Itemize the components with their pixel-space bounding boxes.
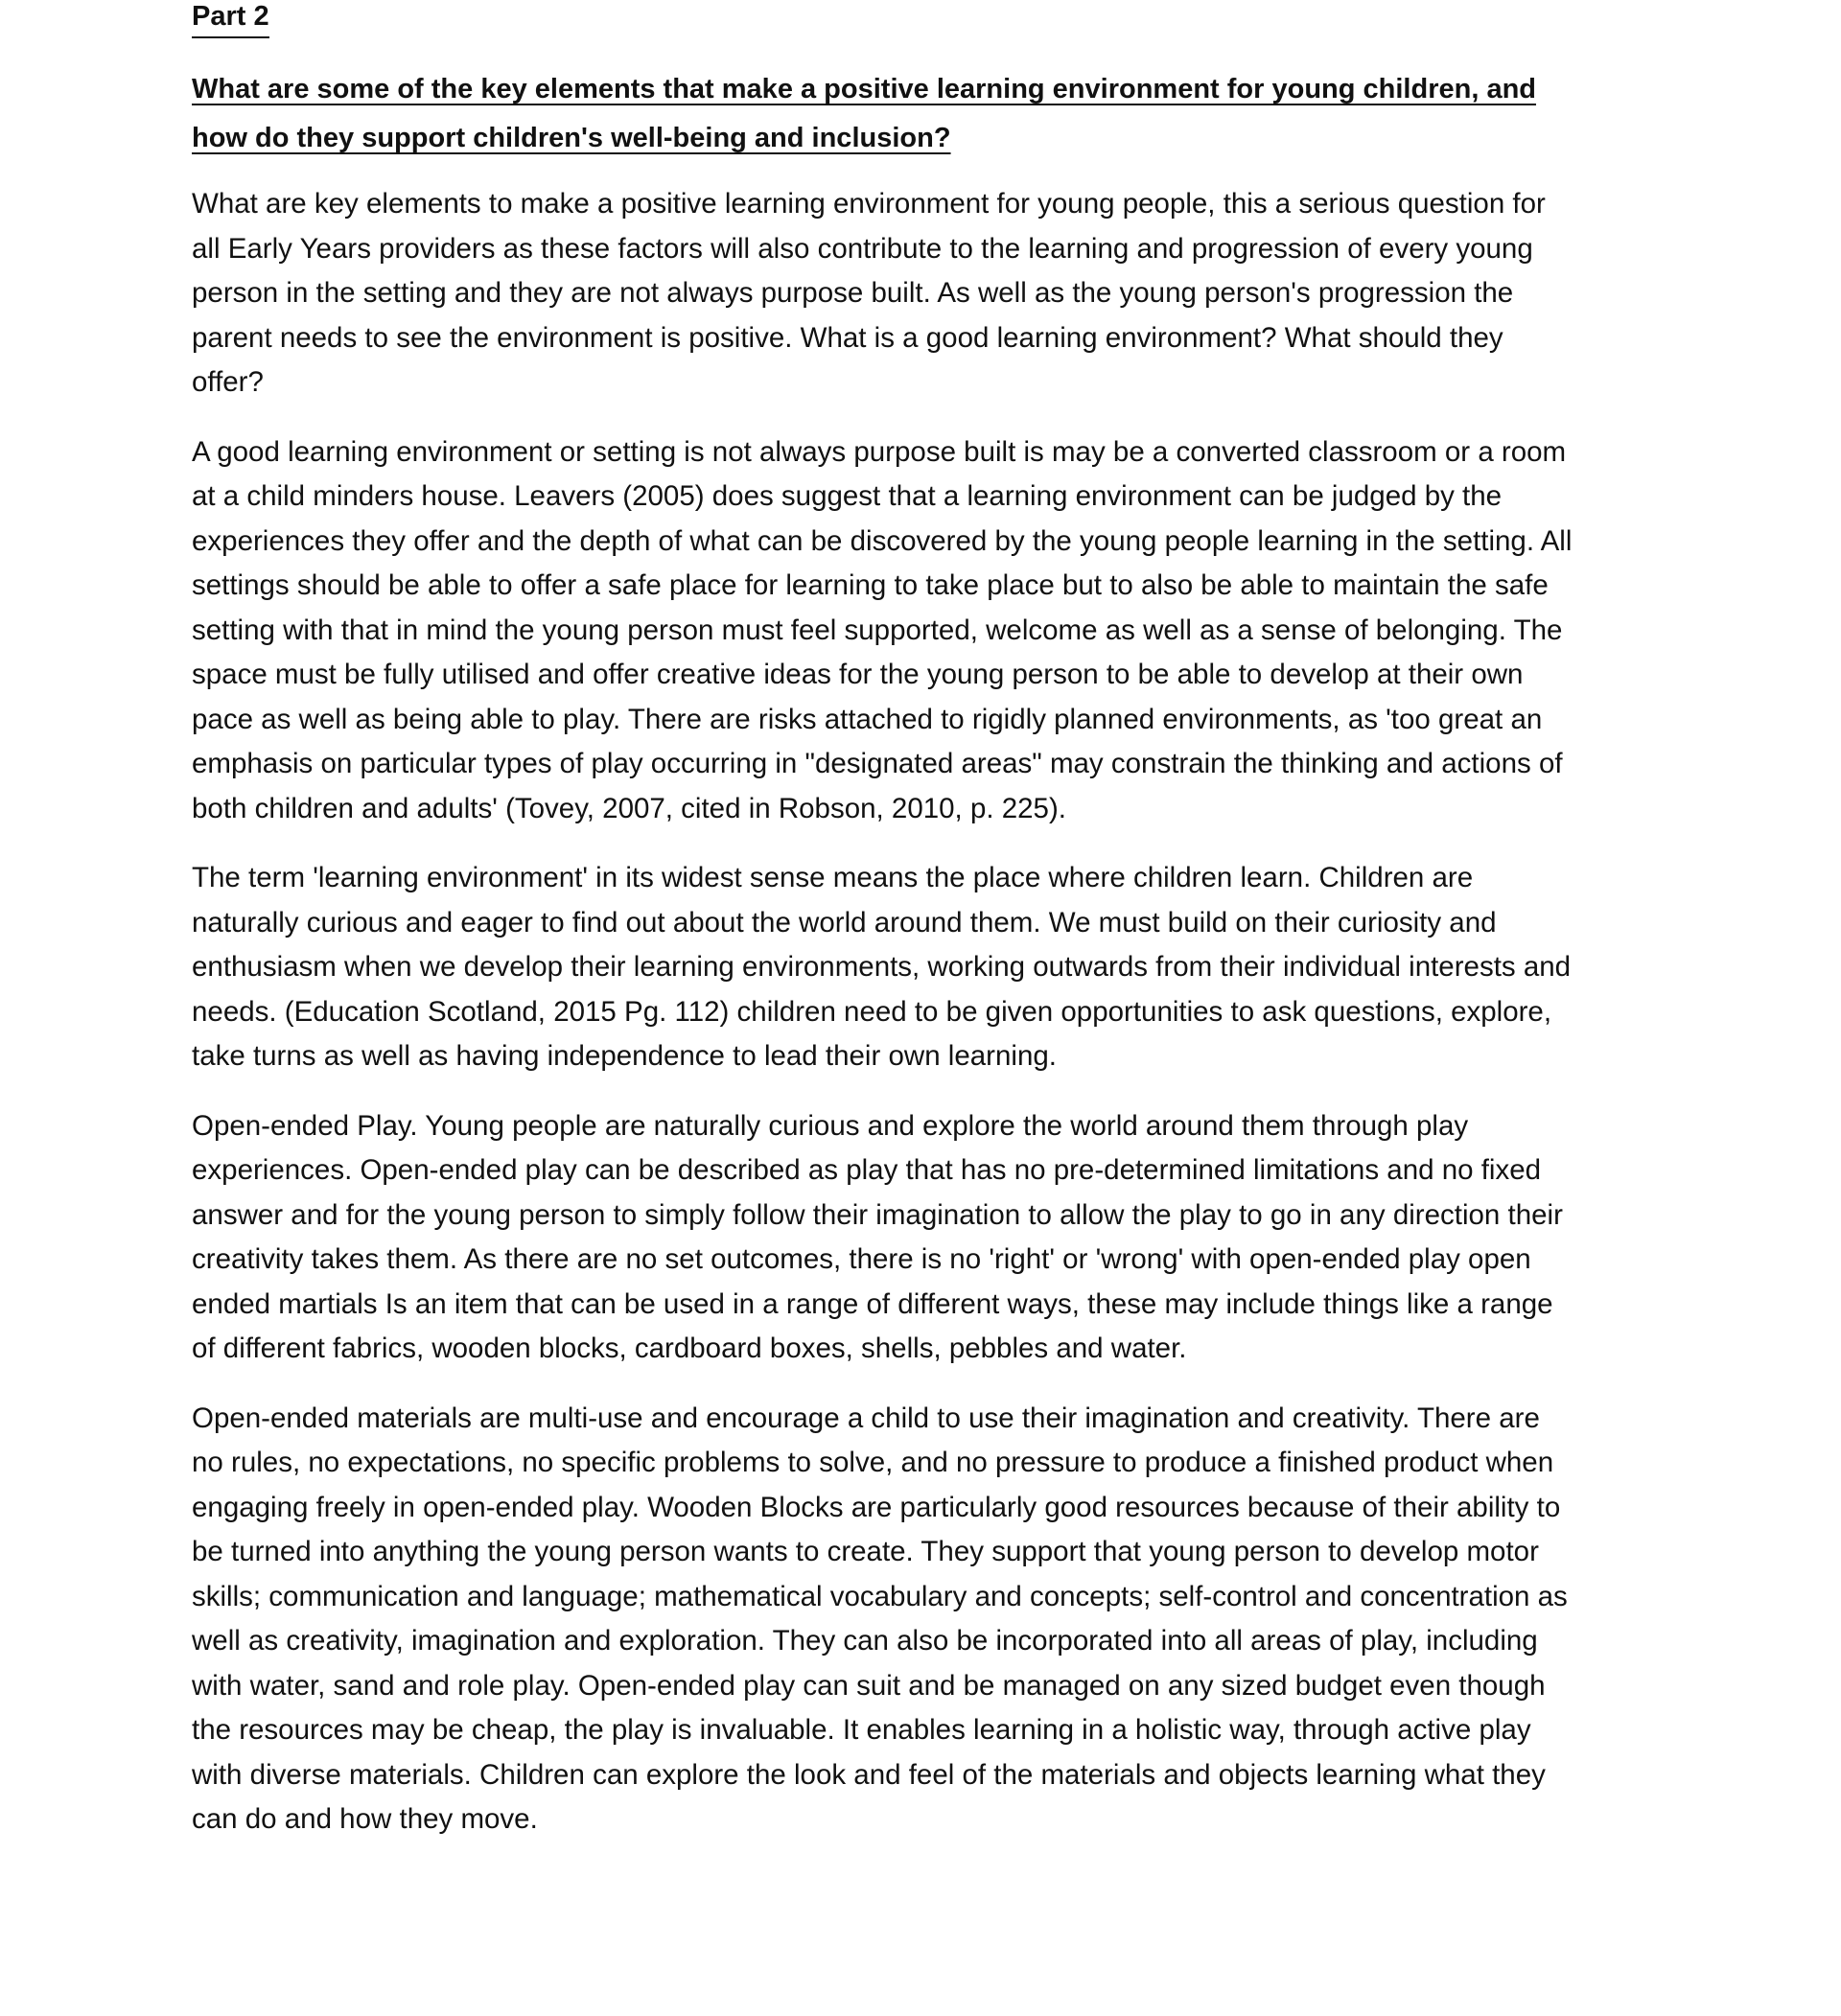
paragraph-3: The term 'learning environment' in its widest sense means the place where children learn. Children are naturally curious and eager to find out about the world around them. We must build on their curiosity and enthusiasm when we develop their learning environments, working outwards from their individual interests and needs. (Education Scotland, 2015 Pg. 112) children need to be given opportunities to ask questions, explore, take turns as well as having independence to lead their own learning.	[192, 862, 1572, 1072]
document-page	[192, 0, 1573, 2016]
part-heading: Part 2	[192, 0, 269, 38]
question-heading: What are some of the key elements that make a positive learning environment for young children, and how do they support children's well-being and inclusion?	[192, 74, 1536, 153]
paragraph-2: A good learning environment or setting is not always purpose built is may be a converted classroom or a room at a child minders house. Leavers (2005) does suggest that a learning environment can be judged by the experiences they offer and the depth of what can be discovered by the young people learning in the setting. All settings should be able to offer a safe place for learning to take place but to also be able to maintain the safe setting with that in mind the young person must feel supported, welcome as well as a sense of belonging. The space must be fully utilised and offer creative ideas for the young person to be able to develop at their own pace as well as being able to play. There are risks attached to rigidly planned environments, as 'too great an emphasis on particular types of play occurring in "designated areas" may constrain the thinking and actions of both children and adults' (Tovey, 2007, cited in Robson, 2010, p. 225).	[192, 435, 1573, 824]
paragraph-4: Open-ended Play. Young people are naturally curious and explore the world around them through play experiences. Open-ended play can be described as play that has no pre-determined limitations and no fixed answer and for the young person to simply follow their imagination to allow the play to go in any direction their creativity takes them. As there are no set outcomes, there is no 'right' or 'wrong' with open-ended play open ended martials Is an item that can be used in a range of different ways, these may include things like a range of different fabrics, wooden blocks, cardboard boxes, shells, pebbles and water.	[192, 1109, 1563, 1364]
paragraph-1: What are key elements to make a positive learning environment for young people, this a serious question for all Early Years providers as these factors will also contribute to the learning and progression of every young person in the setting and they are not always purpose built. As well as the young person's progression the parent needs to see the environment is positive. What is a good learning environment? What should they offer?	[192, 188, 1546, 398]
paragraph-5: Open-ended materials are multi-use and encourage a child to use their imagination and creativity. There are no rules, no expectations, no specific problems to solve, and no pressure to produce a finished product when engaging freely in open-ended play. Wooden Blocks are particularly good resources because of their ability to be turned into anything the young person wants to create. They support that young person to develop motor skills; communication and language; mathematical vocabulary and concepts; self-control and concentration as well as creativity, imagination and exploration. They can also be incorporated into all areas of play, including with water, sand and role play. Open-ended play can suit and be managed on any sized budget even though the resources may be cheap, the play is invaluable. It enables learning in a holistic way, through active play with diverse materials. Children can explore the look and feel of the materials and objects learning what they can do and how they move.	[192, 1402, 1568, 1835]
